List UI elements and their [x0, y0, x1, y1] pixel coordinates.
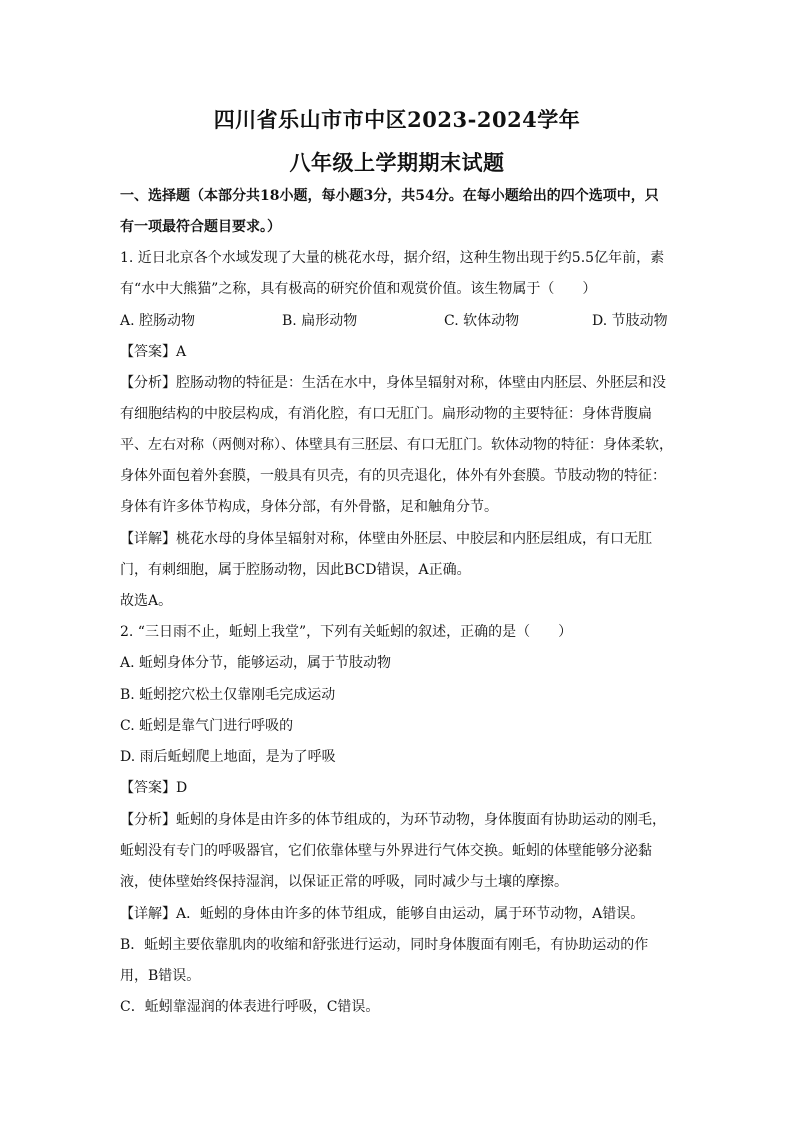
q2-detail-line-4: C．蚯蚓靠湿润的体表进行呼吸，C错误。 — [120, 999, 380, 1015]
q2-option-a: A. 蚯蚓身体分节，能够运动，属于节肢动物 — [120, 655, 392, 671]
q1-analysis-line-1: 【分析】腔肠动物的特征是：生活在水中，身体呈辐射对称，体壁由内胚层、外胚层和没 — [120, 375, 666, 391]
section-instructions-line-1: 一、选择题（本部分共18小题，每小题3分，共54分。在每小题给出的四个选项中，只 — [120, 188, 659, 204]
q1-stem-line-2: 有“水中大熊猫”之称，具有极高的研究价值和观赏价值。该生物属于（ ） — [120, 281, 597, 297]
q2-answer: 【答案】D — [120, 780, 188, 796]
exam-title: 四川省乐山市市中区2023-2024学年 — [213, 107, 581, 132]
q2-analysis-line-3: 液，使体壁始终保持湿润，以保证正常的呼吸，同时减少与土壤的摩擦。 — [120, 874, 568, 890]
q1-option-c: C. 软体动物 — [444, 313, 520, 329]
q1-answer: 【答案】A — [120, 344, 187, 360]
q2-option-d: D. 雨后蚯蚓爬上地面，是为了呼吸 — [120, 749, 336, 765]
q2-detail-line-2: B．蚯蚓主要依靠肌肉的收缩和舒张进行运动，同时身体腹面有刚毛，有协助运动的作 — [120, 937, 649, 953]
q2-detail-line-1: 【详解】A．蚯蚓的身体由许多的体节组成，能够自由运动，属于环节动物，A错误。 — [120, 906, 645, 922]
q2-option-b: B. 蚯蚓挖穴松土仅靠刚毛完成运动 — [120, 687, 336, 703]
q1-option-a: A. 腔肠动物 — [120, 313, 196, 329]
q2-analysis-line-2: 蚯蚓没有专门的呼吸器官，它们依靠体壁与外界进行气体交换。蚯蚓的体壁能够分泌黏 — [120, 843, 652, 859]
q1-conclusion: 故选A。 — [120, 593, 173, 609]
section-instructions-line-2: 有一项最符合题目要求。） — [120, 219, 281, 235]
q1-detail-line-1: 【详解】桃花水母的身体呈辐射对称，体壁由外胚层、中胶层和内胚层组成，有口无肛 — [120, 531, 652, 547]
q1-analysis-line-2: 有细胞结构的中胶层构成，有消化腔，有口无肛门。扁形动物的主要特征：身体背腹扁 — [120, 406, 652, 422]
q1-analysis-line-4: 身体外面包着外套膜，一般具有贝壳，有的贝壳退化，体外有外套膜。节肢动物的特征： — [120, 468, 666, 484]
q1-detail-line-2: 门，有刺细胞，属于腔肠动物，因此BCD错误，A正确。 — [120, 562, 471, 578]
q2-stem: 2. “三日雨不止，蚯蚓上我堂”，下列有关蚯蚓的叙述，正确的是（ ） — [120, 624, 573, 640]
q1-option-d: D. 节肢动物 — [592, 313, 668, 329]
exam-subtitle: 八年级上学期期末试题 — [289, 150, 505, 175]
q2-detail-line-3: 用，B错误。 — [120, 968, 201, 984]
q1-analysis-line-3: 平、左右对称（两侧对称）、体壁具有三胚层、有口无肛门。软体动物的特征：身体柔软， — [120, 437, 673, 453]
q1-analysis-line-5: 身体有许多体节构成，身体分部，有外骨骼，足和触角分节。 — [120, 499, 498, 515]
q1-stem-line-1: 1. 近日北京各个水域发现了大量的桃花水母，据介绍，这种生物出现于约5.5亿年前，素 — [120, 250, 665, 266]
q1-option-b: B. 扁形动物 — [282, 313, 358, 329]
q2-analysis-line-1: 【分析】蚯蚓的身体是由许多的体节组成的，为环节动物，身体腹面有协助运动的刚毛， — [120, 812, 666, 828]
q2-option-c: C. 蚯蚓是靠气门进行呼吸的 — [120, 718, 294, 734]
